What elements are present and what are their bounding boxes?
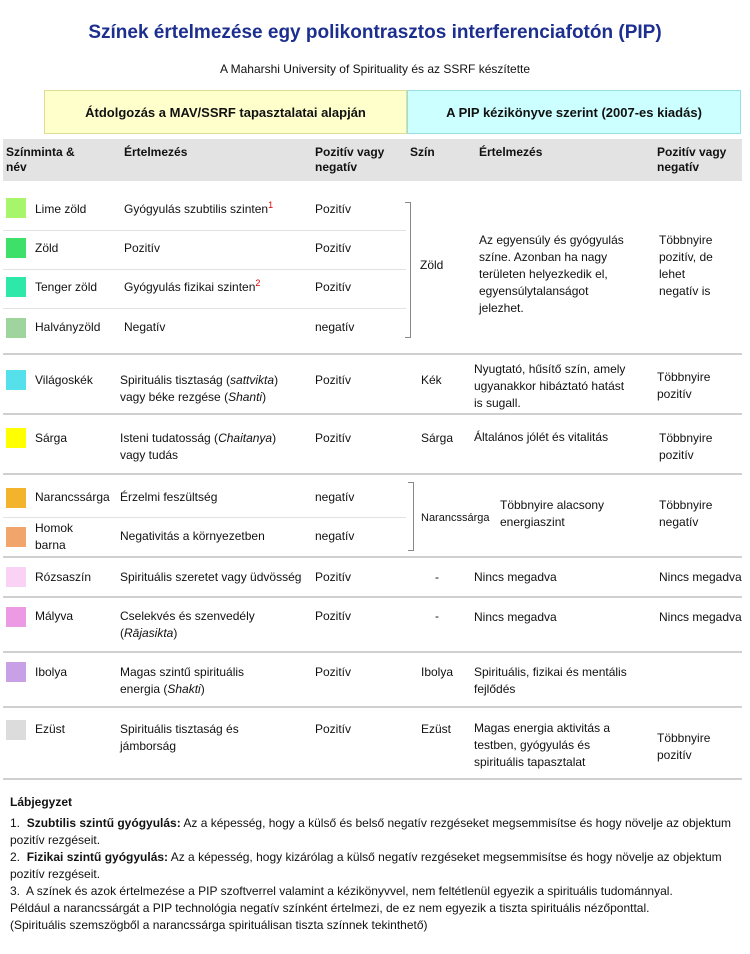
pip-meaning: Általános jólét és vitalitás [474,430,609,444]
section-divider [3,596,742,598]
pip-meaning: Nincs megadva [474,610,557,624]
color-swatch-lime [6,198,26,218]
color-value: Pozitív [315,609,352,623]
color-meaning: Érzelmi feszültség [120,490,218,504]
header-color: Szín [410,145,435,159]
pip-value: Többnyire pozitív [657,370,711,401]
pip-color: - [435,609,439,623]
section-divider [3,556,742,558]
color-name: Narancssárga [35,490,110,504]
footnote-2: 2. Fizikai szintű gyógyulás: Az a képesség, hogy kizárólag a külső negatív rezgéseket megsemmisítse és hogy növelje az objektum pozitív rezgéseit. [10,850,722,881]
section-header-left: Átdolgozás a MAV/SSRF tapasztalatai alapján [44,90,407,134]
header-meaning: Értelmezés [124,145,188,159]
pip-meaning: Nincs megadva [474,570,557,584]
pip-value: Többnyire pozitív [657,731,711,762]
color-value: Pozitív [315,202,352,216]
pip-meaning: Többnyire alacsony energiaszint [500,498,605,529]
color-name: Zöld [35,241,59,255]
pip-meaning: Az egyensúly és gyógyulás színe. Azonban ha nagy területen helyezkedik el, egyensúlytalanságot jelezhet. [479,233,624,315]
color-value: Pozitív [315,722,352,736]
color-swatch-seagreen [6,277,26,297]
pip-value: Nincs megadva [659,570,742,584]
color-name: Ezüst [35,722,66,736]
color-meaning: Spirituális szeretet vagy üdvösség [120,570,302,584]
row-divider [3,230,406,231]
header-meaning-right: Értelmezés [479,145,543,159]
color-swatch-silver [6,720,26,740]
color-meaning: Cselekvés és szenvedély (Rājasikta) [120,609,255,640]
footnotes-heading: Lábjegyzet [10,795,73,809]
pip-value: Nincs megadva [659,610,742,624]
row-divider [3,308,406,309]
color-swatch-orange [6,488,26,508]
color-swatch-pink [6,567,26,587]
section-divider [3,778,742,780]
color-meaning: Isteni tudatosság (Chaitanya) vagy tudás [120,431,277,462]
color-meaning: Negatív [124,320,166,334]
color-value: Pozitív [315,570,352,584]
color-meaning: Spirituális tisztaság (sattvikta) vagy béke rezgése (Shanti) [120,373,279,404]
section-divider [3,413,742,415]
color-meaning: Negativitás a környezetben [120,529,265,543]
section-divider [3,473,742,475]
footnote-3: 3. A színek és azok értelmezése a PIP szoftverrel valamint a kézikönyvvel, nem feltétlenül egyezik a spirituális tudománnyal. Például a narancssárgát a PIP technológia negatív színként értelmezi, de ez nem egyezik a tiszta spirituális nézőponttal. (Spirituális szemszögből a narancssárga spirituálisan tiszta színnek tekinthető) [10,884,673,932]
header-pos-neg-right: Pozitív vagy negatív [657,145,727,174]
color-value: Pozitív [315,373,352,387]
color-name: Homok barna [35,521,74,552]
footnotes [10,794,735,934]
footnote-ref: 1 [268,200,274,210]
color-value: negatív [315,529,355,543]
pip-color: Ezüst [421,722,452,736]
section-divider [3,651,742,653]
page-title: Színek értelmezése egy polikontrasztos interferenciafotón (PIP) [88,22,662,43]
color-name: Mályva [35,609,74,623]
pip-value: Többnyire pozitív [659,431,713,462]
color-swatch-green [6,238,26,258]
color-meaning: Magas szintű spirituális energia (Shakti) [120,665,245,696]
footnote-ref: 2 [255,278,261,288]
pip-color: Kék [421,373,442,387]
pip-color: Sárga [421,431,454,445]
group-bracket [408,482,414,551]
pip-color: - [435,570,439,584]
group-bracket [405,202,411,338]
pip-meaning: Magas energia aktivitás a testben, gyógyulás és spirituális tapasztalat [474,721,611,769]
page-subtitle: A Maharshi University of Spirituality és az SSRF készítette [219,62,531,76]
color-name: Tenger zöld [35,280,98,294]
pip-meaning: Nyugtató, hűsítő szín, amely ugyanakkor hibáztató hatást is sugall. [474,362,626,410]
section-header-right: A PIP kézikönyve szerint (2007-es kiadás) [407,90,741,134]
row-divider [3,269,406,270]
color-value: Pozitív [315,280,352,294]
color-name: Lime zöld [35,202,87,216]
color-meaning: Spirituális tisztaság és jámborság [120,722,239,753]
color-name: Ibolya [35,665,68,679]
pip-color: Zöld [420,258,444,272]
footnote-1: 1. Szubtilis szintű gyógyulás: Az a képesség, hogy a külső és belső negatív rezgéseket megsemmisítse és hogy növelje az objektum pozitív rezgéseit. [10,816,732,847]
color-value: negatív [315,320,355,334]
color-name: Rózsaszín [35,570,92,584]
row-divider [3,517,406,518]
header-pos-neg: Pozitív vagy negatív [315,145,385,174]
color-swatch-violet [6,662,26,682]
color-swatch-lightblue [6,370,26,390]
pip-meaning: Spirituális, fizikai és mentális fejlődés [474,665,627,696]
color-value: Pozitív [315,665,352,679]
color-meaning: Gyógyulás fizikai szinten$^2$ [124,278,261,294]
color-value: negatív [315,490,355,504]
color-name: Világoskék [35,373,93,387]
color-value: Pozitív [315,241,352,255]
color-meaning: Gyógyulás szubtilis szinten$^1$ [124,200,274,216]
color-swatch-sand [6,527,26,547]
pip-value: Többnyire pozitív, de lehet negatív is [659,233,713,298]
section-divider [3,353,742,355]
pip-color: Ibolya [421,665,454,679]
color-name: Halványzöld [35,320,101,334]
section-divider [3,706,742,708]
color-name: Sárga [35,431,68,445]
color-swatch-mauve [6,607,26,627]
pip-color: Narancssárga [421,512,490,524]
color-swatch-yellow [6,428,26,448]
color-swatch-palegreen [6,318,26,338]
color-value: Pozitív [315,431,352,445]
header-swatch-name: Színminta & név [6,145,75,174]
pip-value: Többnyire negatív [659,498,713,529]
color-meaning: Pozitív [124,241,161,255]
